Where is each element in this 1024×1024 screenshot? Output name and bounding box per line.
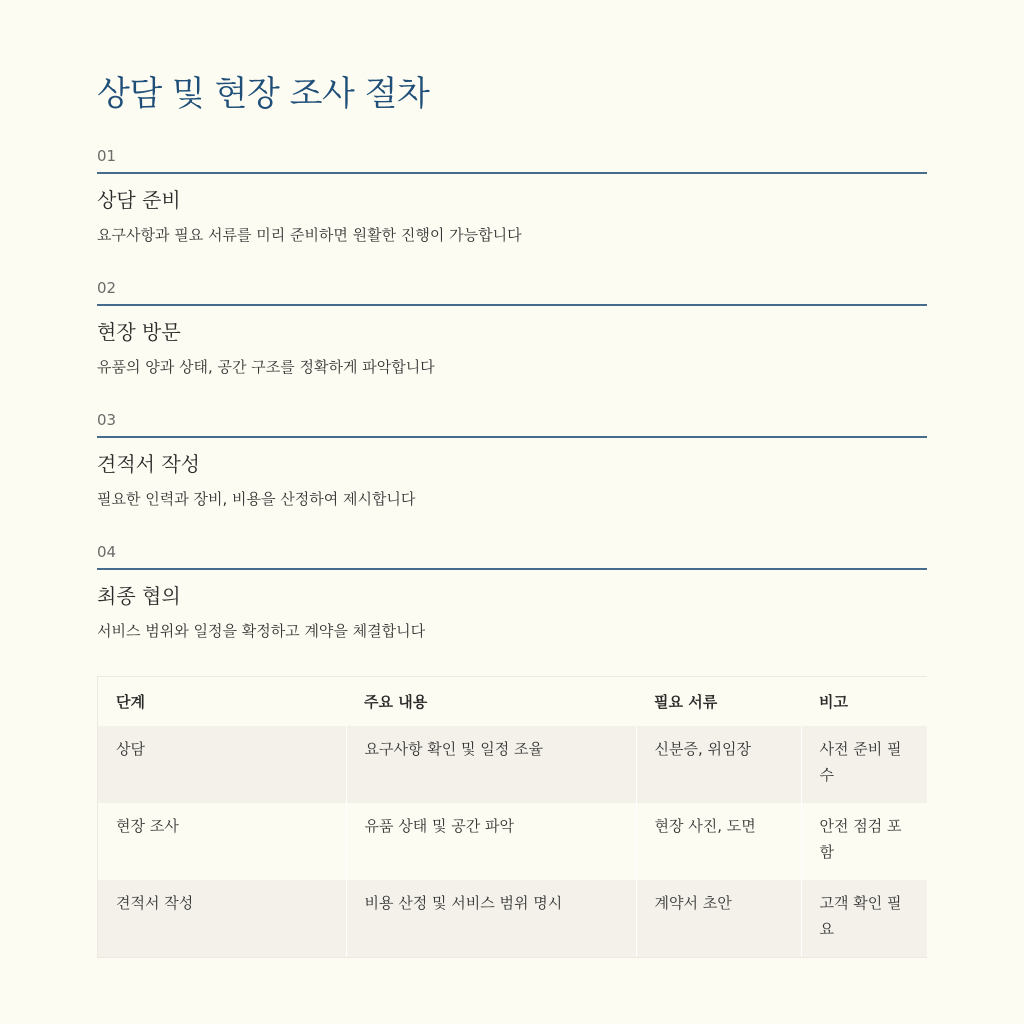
table-header-row xyxy=(98,677,927,726)
step-title: 견적서 작성 xyxy=(97,452,200,476)
step-description: 요구사항과 필요 서류를 미리 준비하면 원활한 진행이 가능합니다 xyxy=(97,226,522,244)
step-divider xyxy=(97,304,927,306)
cell-documents: 신분증, 위임장 xyxy=(636,726,801,803)
procedure-table xyxy=(97,676,927,958)
step-divider xyxy=(97,436,927,438)
step-3 xyxy=(97,410,927,510)
cell-content: 비용 산정 및 서비스 범위 명시 xyxy=(346,880,636,957)
header-content: 주요 내용 xyxy=(346,677,636,726)
step-4 xyxy=(97,542,927,642)
header-stage: 단계 xyxy=(98,677,346,726)
step-number: 02 xyxy=(97,279,117,297)
step-divider xyxy=(97,172,927,174)
page-title: 상담 및 현장 조사 절차 xyxy=(97,74,430,114)
step-title: 최종 협의 xyxy=(97,584,181,608)
cell-stage: 견적서 작성 xyxy=(98,880,346,957)
cell-content: 유품 상태 및 공간 파악 xyxy=(346,803,636,880)
step-divider xyxy=(97,568,927,570)
header-documents: 필요 서류 xyxy=(636,677,801,726)
step-number: 03 xyxy=(97,411,117,429)
step-description: 서비스 범위와 일정을 확정하고 계약을 체결합니다 xyxy=(97,622,426,640)
step-number: 04 xyxy=(97,543,117,561)
table-row xyxy=(98,803,927,880)
cell-documents: 계약서 초안 xyxy=(636,880,801,957)
step-description: 필요한 인력과 장비, 비용을 산정하여 제시합니다 xyxy=(97,490,416,508)
table-row xyxy=(98,726,927,803)
table-row xyxy=(98,880,927,957)
cell-notes: 사전 준비 필수 xyxy=(801,726,927,803)
header-notes: 비고 xyxy=(801,677,927,726)
cell-content: 요구사항 확인 및 일정 조율 xyxy=(346,726,636,803)
step-title: 현장 방문 xyxy=(97,320,181,344)
step-1 xyxy=(97,146,927,246)
cell-stage: 상담 xyxy=(98,726,346,803)
cell-notes: 안전 점검 포함 xyxy=(801,803,927,880)
cell-stage: 현장 조사 xyxy=(98,803,346,880)
cell-notes: 고객 확인 필요 xyxy=(801,880,927,957)
step-title: 상담 준비 xyxy=(97,188,181,212)
cell-documents: 현장 사진, 도면 xyxy=(636,803,801,880)
step-number: 01 xyxy=(97,147,117,165)
step-2 xyxy=(97,278,927,378)
step-description: 유품의 양과 상태, 공간 구조를 정확하게 파악합니다 xyxy=(97,358,435,376)
